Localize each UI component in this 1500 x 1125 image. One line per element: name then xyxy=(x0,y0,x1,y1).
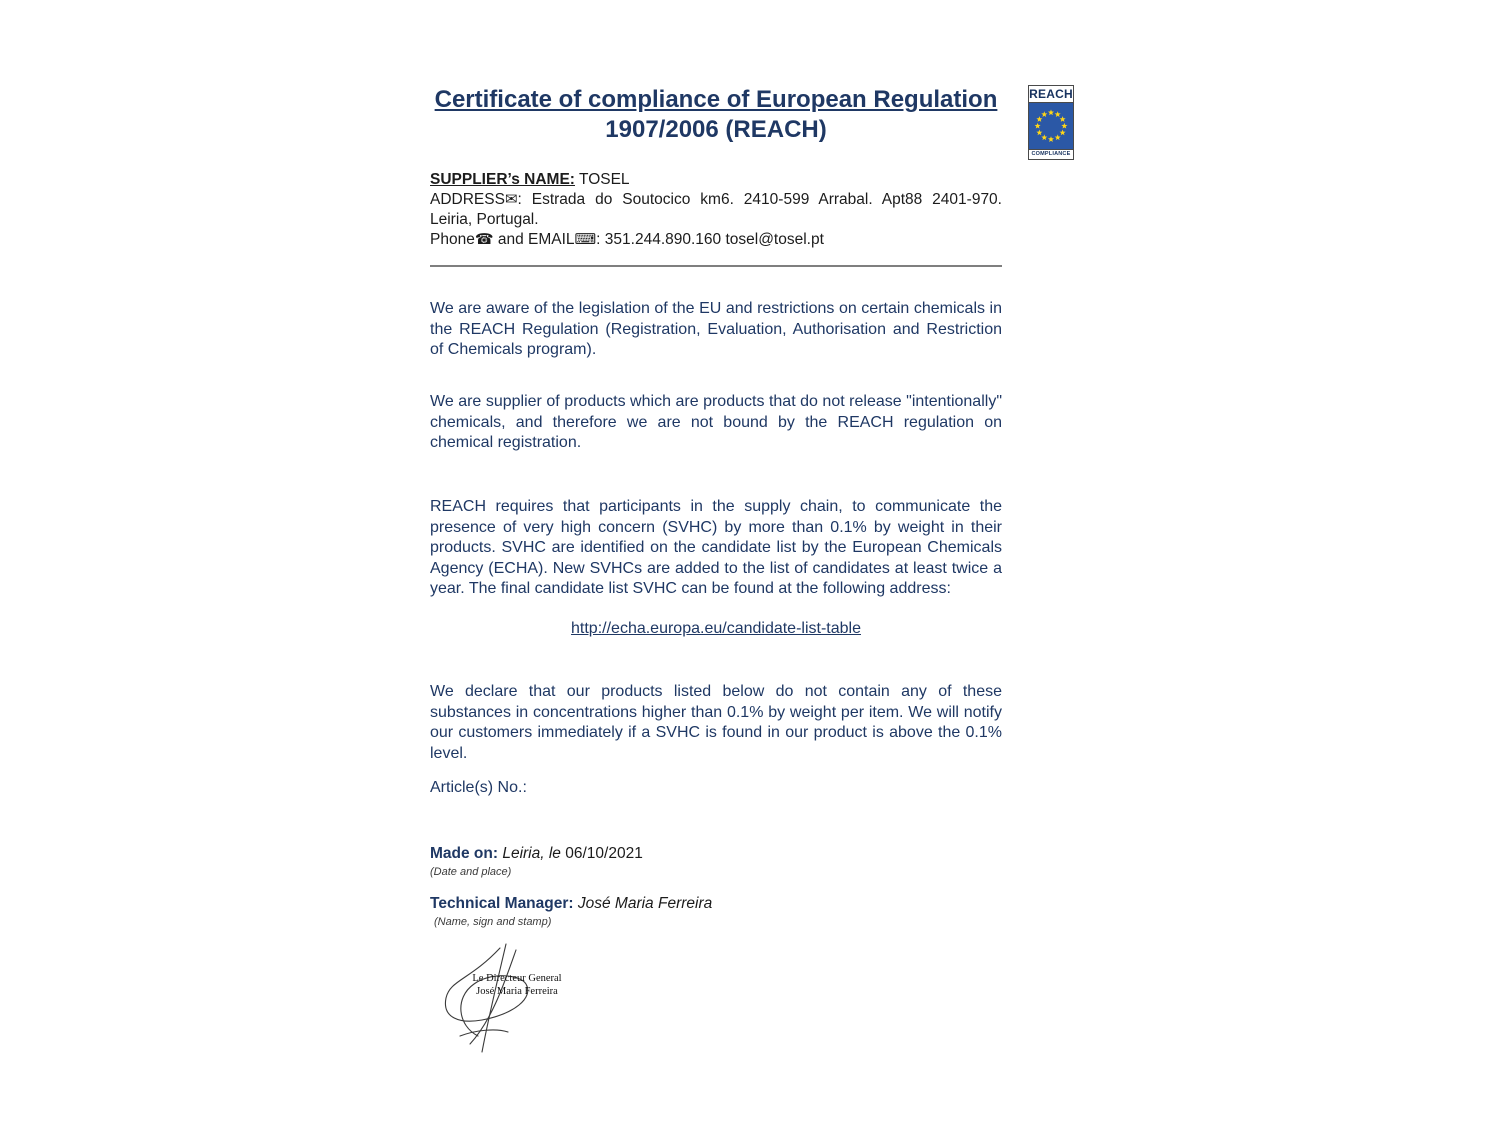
paragraph-supplier-statement: We are supplier of products which are products that do not release "intentionally" chemicals, and therefore we are not bound by the REACH regulation on chemical registration. xyxy=(430,393,1002,451)
section-divider xyxy=(430,265,1002,267)
supplier-block xyxy=(430,170,1002,250)
reach-compliance-logo xyxy=(1028,85,1074,160)
date-place-note: (Date and place) xyxy=(430,866,512,878)
phone-email-value: : 351.244.890.160 tosel@tosel.pt xyxy=(596,231,824,248)
technical-manager-value: José Maria Ferreira xyxy=(573,895,713,912)
signature-line-1: Le Directeur General xyxy=(472,973,562,984)
made-on-place: Leiria, le xyxy=(498,845,566,862)
name-sign-note: (Name, sign and stamp) xyxy=(434,916,552,928)
signature-text xyxy=(462,972,572,998)
paragraph-declaration: We declare that our products listed below do not contain any of these substances in concentrations higher than 0.1% by weight per item. We will notify our customers immediately if a SVHC is found in our product is above the 0.1% level. xyxy=(430,683,1002,762)
technical-manager-line xyxy=(430,895,1002,913)
supplier-name-label: SUPPLIER’s NAME: xyxy=(430,171,575,188)
candidate-list-link[interactable]: http://echa.europa.eu/candidate-list-table xyxy=(571,620,861,637)
technical-manager-label: Technical Manager: xyxy=(430,895,574,912)
phone-icon: ☎ xyxy=(474,231,494,248)
reach-logo-subtitle: COMPLIANCE xyxy=(1028,149,1074,160)
paragraph-awareness: We are aware of the legislation of the EU and restrictions on certain chemicals in the REACH Regulation (Registration, Evaluation, Authorisation and Restriction of Chemicals program). xyxy=(430,300,1002,358)
paragraph-reach-requirements: REACH requires that participants in the supply chain, to communicate the presence of very high concern (SVHC) by more than 0.1% by weight in their products. SVHC are identified on the candidate list by the European Chemicals Agency (ECHA). New SVHCs are added to the list of candidates at least twice a year. The final candidate list SVHC can be found at the following address: xyxy=(430,498,1002,597)
computer-icon: ⌨ xyxy=(574,231,597,248)
made-on-label: Made on: xyxy=(430,845,499,862)
title-line-1: Certificate of compliance of European Regulation xyxy=(434,86,998,113)
title-line-2: 1907/2006 (REACH) xyxy=(605,116,827,143)
email-label: and EMAIL xyxy=(493,231,575,248)
articles-label: Article(s) No.: xyxy=(430,779,527,796)
made-on-date: 06/10/2021 xyxy=(565,845,643,862)
phone-label: Phone xyxy=(430,231,475,248)
address-label: ADDRESS xyxy=(430,191,505,208)
made-on-line xyxy=(430,845,1002,863)
signature-line-2: José Maria Ferreira xyxy=(476,986,558,997)
address-value: : Estrada do Soutocico km6. 2410-599 Arrabal. Apt88 2401-970. Leiria, Portugal. xyxy=(430,191,1002,228)
supplier-name-value: TOSEL xyxy=(574,171,630,188)
eu-stars xyxy=(1028,103,1074,149)
page-title xyxy=(430,85,1002,145)
envelope-icon: ✉ xyxy=(504,191,518,208)
signature-area xyxy=(430,940,630,1060)
reach-logo-title: REACH xyxy=(1029,87,1073,101)
signature-scribble xyxy=(430,940,610,1060)
candidate-list-link-line xyxy=(430,620,1002,638)
